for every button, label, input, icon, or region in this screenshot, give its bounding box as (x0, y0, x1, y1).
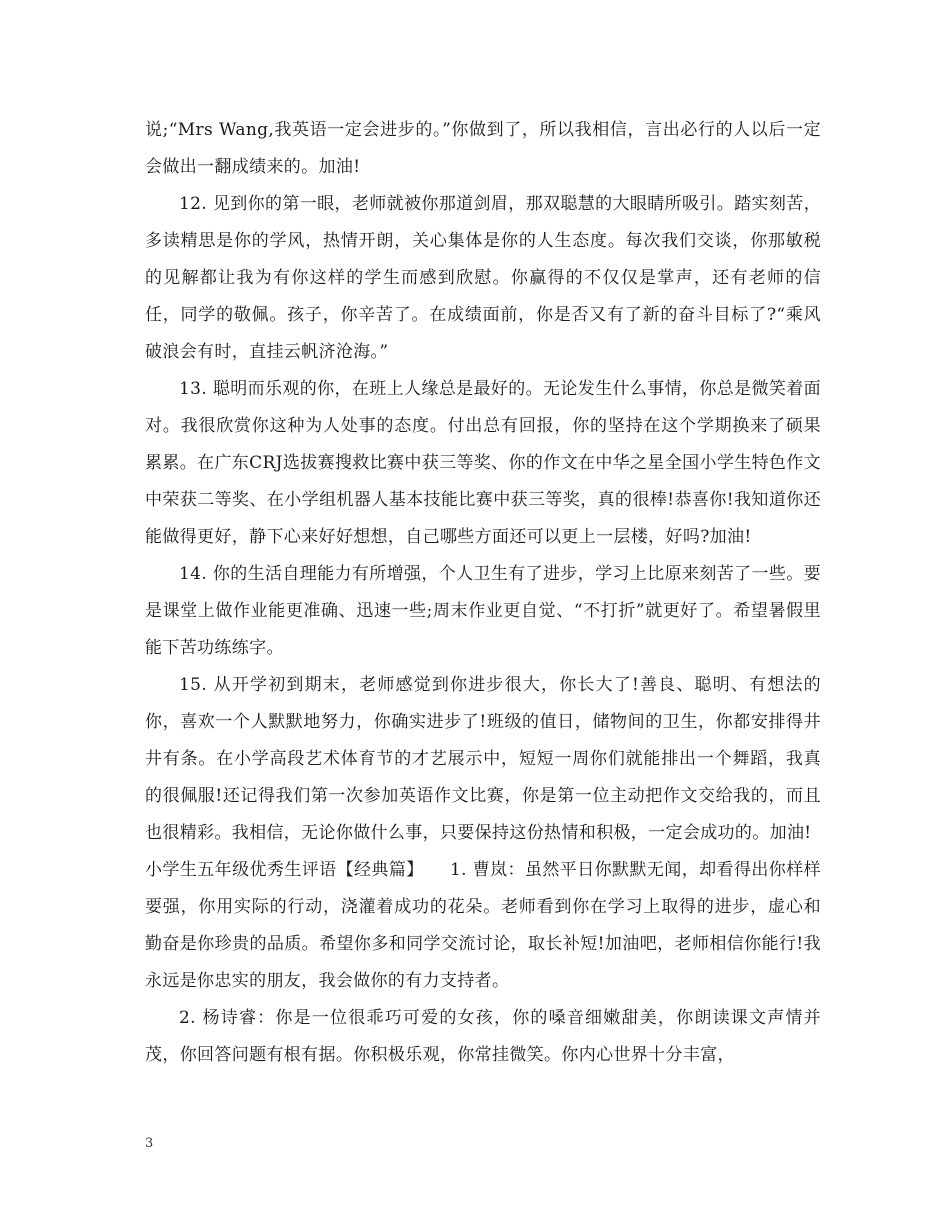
paragraph: 2. 杨诗睿：你是一位很乖巧可爱的女孩，你的嗓音细嫩甜美，你朗读课文声情并茂，你回答问题有根有据。你积极乐观，你常挂微笑。你内心世界十分丰富， (145, 1008, 821, 1065)
document-body (145, 112, 821, 1074)
paragraph: 小学生五年级优秀生评语【经典篇】 1. 曹岚：虽然平日你默默无闻，却看得出你样样要强，你用实际的行动，浇灌着成功的花朵。老师看到你在学习上取得的进步，虚心和勤奋是你珍贵的品质。希望你多和同学交流讨论，取长补短!加油吧，老师相信你能行!我永远是你忠实的朋友，我会做你的有力支持者。 (145, 860, 821, 991)
paragraph: 14. 你的生活自理能力有所增强，个人卫生有了进步，学习上比原来刻苦了一些。要是课堂上做作业能更准确、迅速一些;周末作业更自觉、“不打折”就更好了。希望暑假里能下苦功练练字。 (145, 564, 821, 658)
paragraph: 13. 聪明而乐观的你，在班上人缘总是最好的。无论发生什么事情，你总是微笑着面对。我很欣赏你这种为人处事的态度。付出总有回报，你的坚持在这个学期换来了硕果累累。在广东CRJ选拔赛搜救比赛中获三等奖、你的作文在中华之星全国小学生特色作文中荣获二等奖、在小学组机器人基本技能比赛中获三等奖，真的很棒!恭喜你!我知道你还能做得更好，静下心来好好想想，自己哪些方面还可以更上一层楼，好吗?加油! (145, 379, 821, 547)
page-number: 3 (145, 1136, 154, 1151)
paragraph: 15. 从开学初到期末，老师感觉到你进步很大，你长大了!善良、聪明、有想法的你，喜欢一个人默默地努力，你确实进步了!班级的值日，储物间的卫生，你都安排得井井有条。在小学高段艺术体育节的才艺展示中，短短一周你们就能排出一个舞蹈，我真的很佩服!还记得我们第一次参加英语作文比赛，你是第一位主动把作文交给我的，而且也很精彩。我相信，无论你做什么事，只要保持这份热情和积极，一定会成功的。加油! (145, 675, 821, 843)
paragraph: 12. 见到你的第一眼，老师就被你那道剑眉，那双聪慧的大眼睛所吸引。踏实刻苦，多读精思是你的学风，热情开朗，关心集体是你的人生态度。每次我们交谈，你那敏税的见解都让我为有你这样的学生而感到欣慰。你赢得的不仅仅是掌声，还有老师的信任，同学的敬佩。孩子，你辛苦了。在成绩面前，你是否又有了新的奋斗目标了?“乘风破浪会有时，直挂云帆济沧海。” (145, 194, 821, 362)
paragraph: 说;“Mrs Wang,我英语一定会进步的。”你做到了，所以我相信，言出必行的人以后一定会做出一翻成绩来的。加油! (145, 120, 821, 177)
